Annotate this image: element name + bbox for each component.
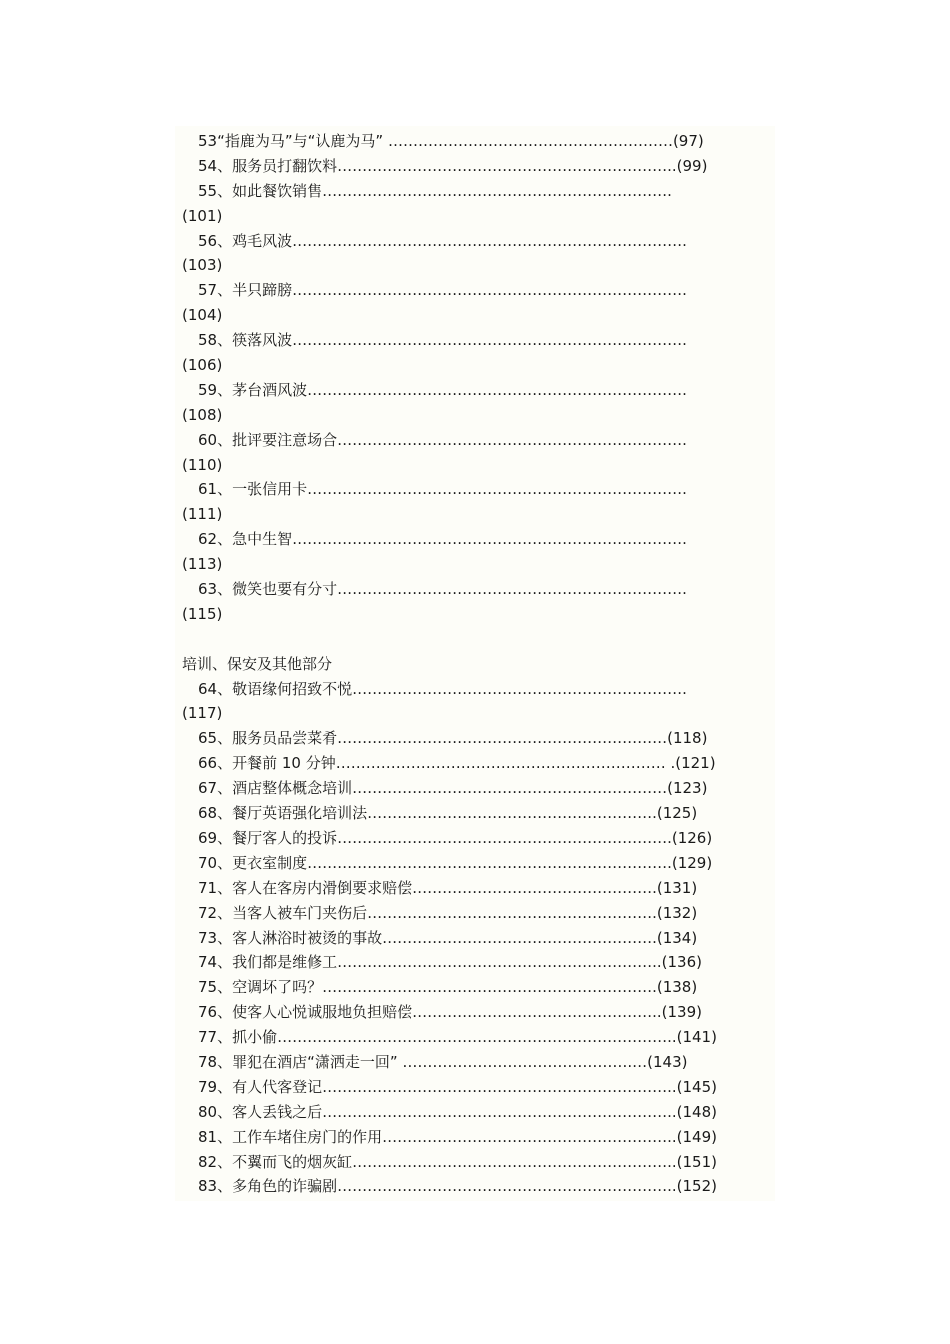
toc-entry: 80、客人丢钱之后……………………………………………………………..(148) [198,1102,717,1121]
toc-page-number: (103) [182,256,223,275]
toc-entry: 65、服务员品尝菜肴…………………………………………………………(118) [198,729,708,748]
toc-entry: 68、餐厅英语强化培训法………………………………………………….(125) [198,804,698,823]
toc-entry: 55、如此餐饮销售……………………………………………………………. [198,181,672,200]
toc-entry: 53“指鹿为马”与“认鹿为马” …………………………………………………(97) [198,132,704,150]
toc-page-number: (101) [182,206,223,225]
toc-page-number: (111) [182,505,223,524]
toc-entry: 72、当客人被车门夹伤后………………………………………………….(132) [198,903,698,922]
toc-page-number: (117) [182,704,223,723]
toc-page-number: (115) [182,604,223,623]
toc-page-number: (113) [182,555,223,574]
toc-entry: 74、我们都是维修工………………………………………………………..(136) [198,953,702,972]
toc-entry: 60、批评要注意场合……………………………………………………………. [198,430,687,449]
toc-entry: 56、鸡毛风波……………………………………………………………………. [198,231,687,250]
toc-entry: 54、服务员打翻饮料…………………………………………………………..(99) [198,156,708,175]
toc-entry: 67、酒店整体概念培训………………………………………………………(123) [198,779,708,798]
toc-entry: 58、筷落风波……………………………………………………………………. [198,331,687,350]
toc-entry: 83、多角色的诈骗剧…………………………………………………………..(152) [198,1177,717,1196]
toc-page-number: (110) [182,455,223,474]
section-heading: 培训、保安及其他部分 [182,654,333,673]
section-spacer [182,627,782,652]
toc-entry: 66、开餐前 10 分钟………………………………………………………… .(121) [198,754,716,773]
toc-entry: 75、空调坏了吗？………………………………………………………….(138) [198,978,698,997]
toc-page-number: (106) [182,356,223,375]
toc-page-number: (108) [182,405,223,424]
toc-entry: 73、客人淋浴时被烫的事故……………………………………………….(134) [198,928,698,947]
toc-entry: 61、一张信用卡…………………………………………………………………. [198,480,687,499]
toc-entry: 81、工作车堵住房门的作用…………………………………………………..(149) [198,1127,717,1146]
toc-entry: 79、有人代客登记……………………………………………………………..(145) [198,1077,717,1096]
toc-entry: 62、急中生智……………………………………………………………………. [198,530,687,549]
toc-entry: 77、抓小偷……………………………………………………………………..(141) [198,1028,717,1047]
toc-entry: 59、茅台酒风波…………………………………………………………………. [198,380,687,399]
toc-entry: 57、半只蹄膀……………………………………………………………………. [198,281,687,300]
toc-entry: 76、使客人心悦诚服地负担赔偿…………………………………………..(139) [198,1003,702,1022]
toc-entry: 82、不翼而飞的烟灰缸………………………………………………………..(151) [198,1152,717,1171]
toc-entry: 70、更衣室制度……………………………………………………………….(129) [198,853,713,872]
toc-entry: 78、罪犯在酒店“潇洒走一回” ……………………………………….…(143) [198,1052,688,1071]
toc-entry: 69、餐厅客人的投诉………………………………………………………….(126) [198,828,713,847]
toc-page-number: (104) [182,306,223,325]
toc-entry: 64、敬语缘何招致不悦…………………………………………………………. [198,679,687,698]
toc-entry: 63、微笑也要有分寸……………………………………………………………. [198,580,687,599]
toc-entry: 71、客人在客房内滑倒要求赔偿………………………………………….(131) [198,878,698,897]
table-of-contents [182,129,782,1199]
